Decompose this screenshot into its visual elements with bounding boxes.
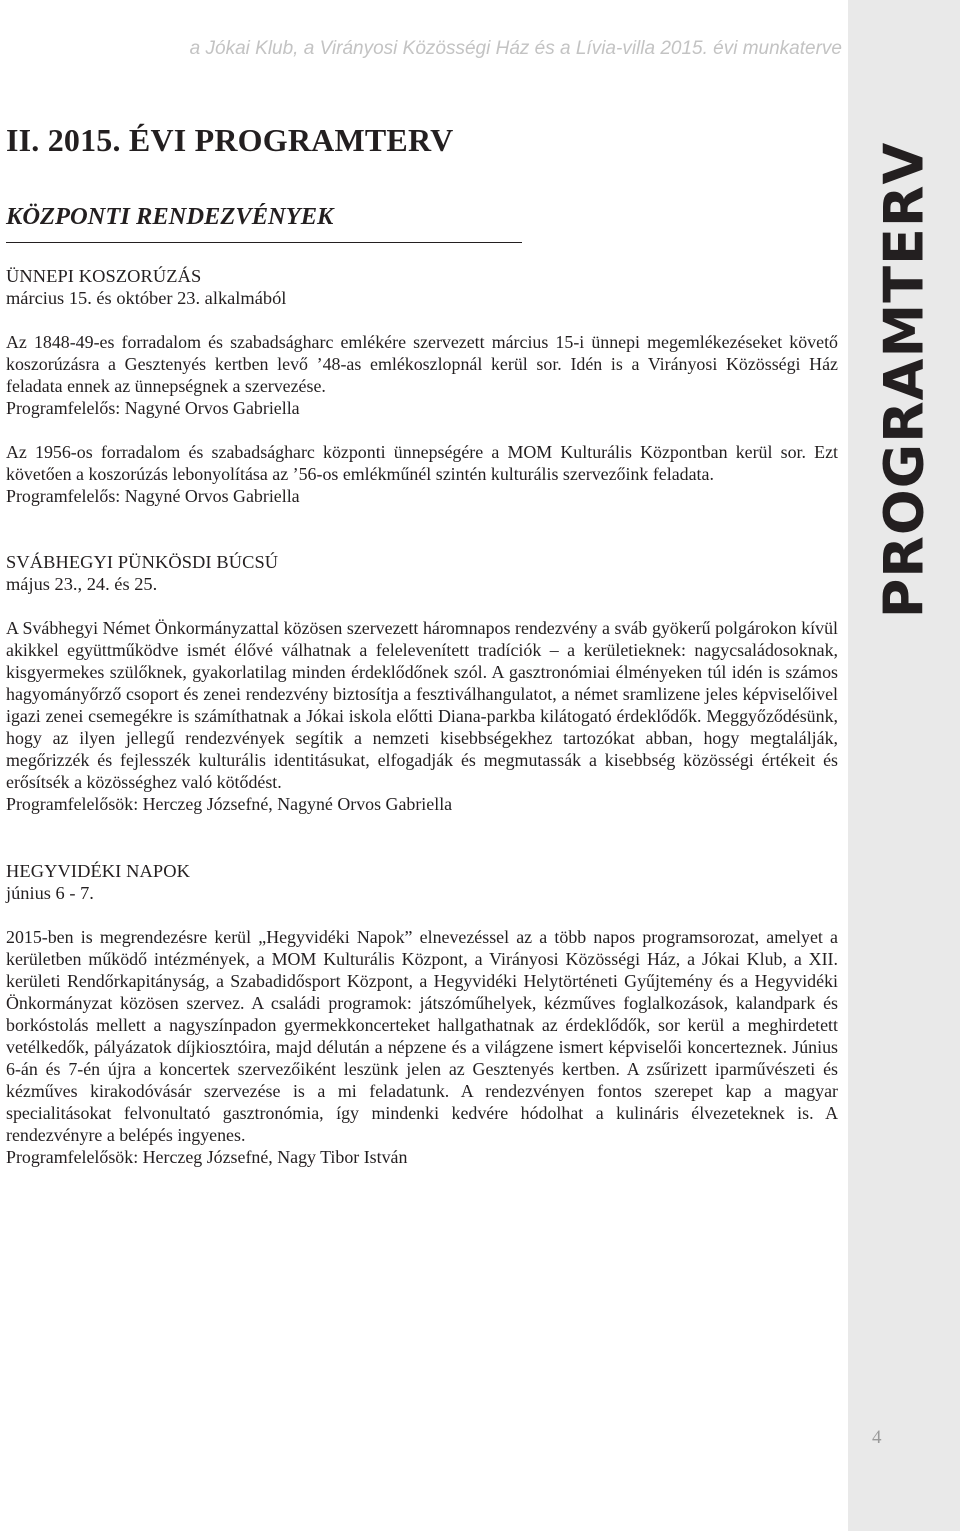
section-divider bbox=[6, 242, 522, 243]
running-header: a Jókai Klub, a Virányosi Közösségi Ház és a Lívia-villa 2015. évi munkaterve bbox=[189, 38, 842, 59]
event-paragraph: Az 1956-os forradalom és szabadságharc központi ünnepségére a MOM Kulturális Központban kerül sor. Ezt követően a koszorúzás lebonyolítása az ’56-os emlékműnél szintén kulturális szervezőink feladata. bbox=[6, 442, 838, 484]
event-responsible: Programfelelősök: Herczeg Józsefné, Nagyné Orvos Gabriella bbox=[6, 794, 453, 814]
event-block-bucsu bbox=[6, 551, 838, 815]
document-body bbox=[6, 118, 838, 1168]
page-number: 4 bbox=[872, 1427, 882, 1448]
event-responsible: Programfelelős: Nagyné Orvos Gabriella bbox=[6, 486, 300, 506]
main-title: II. 2015. ÉVI PROGRAMTERV bbox=[6, 122, 454, 158]
event-title: SVÁBHEGYI PÜNKÖSDI BÚCSÚ bbox=[6, 552, 279, 572]
event-responsible: Programfelelős: Nagyné Orvos Gabriella bbox=[6, 398, 300, 418]
event-responsible: Programfelelősök: Herczeg Józsefné, Nagy Tibor István bbox=[6, 1147, 408, 1167]
sidebar-vertical-label: PROGRAMTERV bbox=[872, 141, 936, 619]
event-date: június 6 - 7. bbox=[6, 883, 94, 903]
event-paragraph: A Svábhegyi Német Önkormányzattal közösen szervezett háromnapos rendezvény a sváb gyökerű polgárokon kívül akikkel együttműködve ismét élővé válhatnak a felelevenített tradíciók – a kerületieknek: nagycsaládosoknak, kisgyermekes szülőknek, gyakorlatilag minden érdeklődőnek szól. A gasztronómiai élményeken túl idén is számos hagyományőrző csoport és zenei rendezvény biztosítja a fesztiválhangulatot, a német sramlizene jeles képviselőivel igazi zenei csemegékre is számíthatnak a Jókai iskola előtti Diana-parkba kilátogató érdeklődők. Meggyőződésünk, hogy az ilyen jellegű rendezvények segítik a nemzeti kisebbségekhez tartozókat abban, hogy megtalálják, megőrizzék és fejlesszék kulturális identitásukat, elfogadják és megmutassák a kisebbség közösségi értékeit és erősítsék a közösséghez való kötődést. bbox=[6, 618, 838, 792]
event-date: május 23., 24. és 25. bbox=[6, 574, 158, 594]
event-paragraph: Az 1848-49-es forradalom és szabadságharc emlékére szervezett március 15-i ünnepi megemlékezéseket követő koszorúzásra a Gesztenyés kertben levő ’48-as emlékoszlopnál kerül sor. Idén is a Virányosi Közösségi Ház feladata ennek az ünnepségnek a szervezése. bbox=[6, 332, 838, 396]
event-date: március 15. és október 23. alkalmából bbox=[6, 288, 287, 308]
event-block-hegyvideki-napok bbox=[6, 860, 838, 1168]
event-title: HEGYVIDÉKI NAPOK bbox=[6, 861, 190, 881]
event-title: ÜNNEPI KOSZORÚZÁS bbox=[6, 266, 202, 286]
event-paragraph: 2015-ben is megrendezésre kerül „Hegyvidéki Napok” elnevezéssel az a több napos programsorozat, amelyet a kerületben működő intézmények, a MOM Kulturális Központ, a Virányosi Közösségi Ház, a Jókai Klub, a XII. kerületi Rendőrkapitányság, a Szabadidősport Központ, a Hegyvidéki Helytörténeti Gyűjtemény és a Hegyvidéki Önkormányzat közösen szervez. A családi programok: játszóműhelyek, kézműves foglalkozások, kalandpark és borkóstolás mellett a nagyszínpadon gyermekkoncerteket hallgathatnak az érdeklődők, sor kerül a meghirdetett vetélkedők, pályázatok díjkiosztóira, majd délután a népzene és a világzene ismert képviselői koncerteznek. Június 6-án és 7-én újra a koncertek szervezőiként leszünk jelen az Gesztenyés kertben. A zsűrizett iparművészeti és kézműves kirakodóvásár szervezése is a mi feladatunk. A rendezvényen fontos szerepet kap a magyar specialitásokat felvonultató gasztronómia, így mindenki kedvére hódolhat a kulináris élvezeteknek is. A rendezvényre a belépés ingyenes. bbox=[6, 927, 838, 1145]
section-title: KÖZPONTI RENDEZVÉNYEK bbox=[6, 203, 334, 230]
event-block-koszoruzas bbox=[6, 265, 838, 507]
